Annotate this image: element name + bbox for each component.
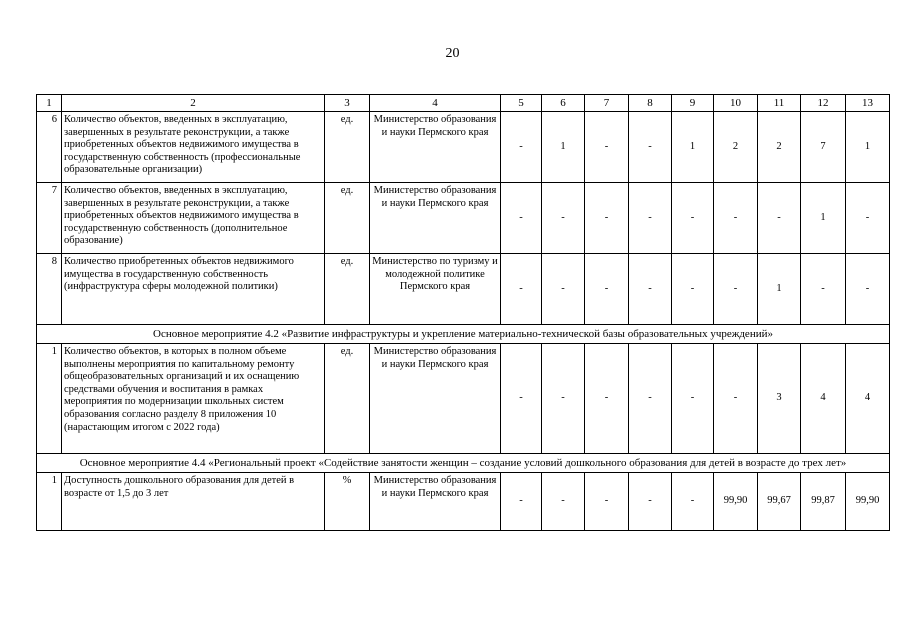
value-cell: - (585, 344, 629, 454)
responsible-org: Министерство образования и науки Пермского края (370, 473, 501, 531)
value-cell: - (585, 112, 629, 183)
value-cell: 99,90 (714, 473, 758, 531)
value-cell: - (801, 254, 846, 325)
section-title: Основное мероприятие 4.2 «Развитие инфраструктуры и укрепление материально-технической базы образовательных учреждений» (37, 325, 890, 344)
header-cell: 3 (325, 95, 370, 112)
row-number: 7 (37, 183, 62, 254)
header-cell: 4 (370, 95, 501, 112)
value-cell: - (714, 183, 758, 254)
header-cell: 10 (714, 95, 758, 112)
indicator-name: Количество объектов, введенных в эксплуатацию, завершенных в результате реконструкции, а также приобретенных объектов недвижимого имущества в государственную собственность (дополнительное образование) (62, 183, 325, 254)
header-cell: 5 (501, 95, 542, 112)
header-cell: 7 (585, 95, 629, 112)
header-cell: 13 (846, 95, 890, 112)
indicators-table (36, 94, 890, 531)
section-header-row (37, 325, 890, 344)
unit-cell: % (325, 473, 370, 531)
indicator-name: Количество приобретенных объектов недвижимого имущества в государственную собственность (инфраструктура сферы молодежной политики) (62, 254, 325, 325)
row-number: 6 (37, 112, 62, 183)
row-number: 1 (37, 473, 62, 531)
unit-cell: ед. (325, 254, 370, 325)
value-cell: - (714, 344, 758, 454)
value-cell: - (585, 183, 629, 254)
value-cell: - (542, 183, 585, 254)
value-cell: 3 (758, 344, 801, 454)
table-row (37, 183, 890, 254)
value-cell: 4 (801, 344, 846, 454)
header-cell: 6 (542, 95, 585, 112)
value-cell: 99,90 (846, 473, 890, 531)
responsible-org: Министерство образования и науки Пермского края (370, 183, 501, 254)
value-cell: - (542, 344, 585, 454)
unit-cell: ед. (325, 344, 370, 454)
row-number: 8 (37, 254, 62, 325)
page-number: 20 (445, 46, 460, 61)
table-row (37, 254, 890, 325)
value-cell: - (542, 254, 585, 325)
value-cell: 7 (801, 112, 846, 183)
value-cell: - (629, 254, 672, 325)
value-cell: 1 (758, 254, 801, 325)
value-cell: 2 (758, 112, 801, 183)
value-cell: - (672, 344, 714, 454)
value-cell: 1 (542, 112, 585, 183)
responsible-org: Министерство образования и науки Пермского края (370, 112, 501, 183)
section-header-row (37, 454, 890, 473)
value-cell: - (714, 254, 758, 325)
indicator-name: Количество объектов, введенных в эксплуатацию, завершенных в результате реконструкции, а также приобретенных объектов недвижимого имущества в государственную собственность (профессиональные образовательные организации) (62, 112, 325, 183)
value-cell: - (542, 473, 585, 531)
value-cell: - (672, 473, 714, 531)
header-cell: 2 (62, 95, 325, 112)
value-cell: - (846, 254, 890, 325)
indicator-name: Доступность дошкольного образования для детей в возрасте от 1,5 до 3 лет (62, 473, 325, 531)
indicator-name: Количество объектов, в которых в полном объеме выполнены мероприятия по капитальному ремонту общеобразовательных организаций и их оснащению средствами обучения и воспитания в рамках мероприятия по модернизации школьных систем образования согласно разделу 8 приложения 10 (нарастающим итогом с 2022 года) (62, 344, 325, 454)
value-cell: - (501, 112, 542, 183)
value-cell: 4 (846, 344, 890, 454)
table-row (37, 112, 890, 183)
value-cell: - (846, 183, 890, 254)
header-cell: 11 (758, 95, 801, 112)
header-cell: 9 (672, 95, 714, 112)
header-cell: 1 (37, 95, 62, 112)
header-cell: 12 (801, 95, 846, 112)
value-cell: - (629, 344, 672, 454)
value-cell: - (629, 112, 672, 183)
value-cell: - (672, 183, 714, 254)
header-row (37, 95, 890, 112)
unit-cell: ед. (325, 112, 370, 183)
row-number: 1 (37, 344, 62, 454)
value-cell: 2 (714, 112, 758, 183)
table-row (37, 344, 890, 454)
value-cell: - (501, 473, 542, 531)
value-cell: - (758, 183, 801, 254)
value-cell: - (501, 344, 542, 454)
value-cell: - (629, 183, 672, 254)
value-cell: - (585, 473, 629, 531)
value-cell: 1 (672, 112, 714, 183)
table-row (37, 473, 890, 531)
responsible-org: Министерство по туризму и молодежной политике Пермского края (370, 254, 501, 325)
value-cell: - (672, 254, 714, 325)
header-cell: 8 (629, 95, 672, 112)
value-cell: - (629, 473, 672, 531)
value-cell: 99,87 (801, 473, 846, 531)
unit-cell: ед. (325, 183, 370, 254)
value-cell: - (501, 254, 542, 325)
value-cell: 99,67 (758, 473, 801, 531)
value-cell: - (501, 183, 542, 254)
responsible-org: Министерство образования и науки Пермского края (370, 344, 501, 454)
value-cell: - (585, 254, 629, 325)
section-title: Основное мероприятие 4.4 «Региональный проект «Содействие занятости женщин – создание условий дошкольного образования для детей в возрасте до трех лет» (37, 454, 890, 473)
value-cell: 1 (846, 112, 890, 183)
value-cell: 1 (801, 183, 846, 254)
